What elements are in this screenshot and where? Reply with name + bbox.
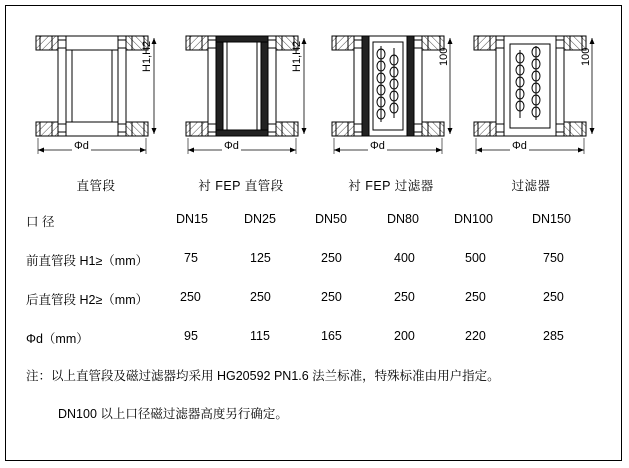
table-cell-0-0: DN15 <box>176 212 208 226</box>
figure-fep-lined-straight-pipe-diameter-label: Φd <box>224 140 239 152</box>
table-cell-1-3: 400 <box>394 251 415 265</box>
table-row-label-3: Φd（mm） <box>26 332 89 346</box>
table-cell-0-2: DN50 <box>315 212 347 226</box>
table-cell-1-4: 500 <box>465 251 486 265</box>
caption-fep-lined-filter: 衬 FEP 过滤器 <box>348 179 434 193</box>
table-cell-1-1: 125 <box>250 251 271 265</box>
table-cell-2-1: 250 <box>250 290 271 304</box>
table-cell-0-3: DN80 <box>387 212 419 226</box>
table-cell-3-4: 220 <box>465 329 486 343</box>
table-cell-1-5: 750 <box>543 251 564 265</box>
figure-fep-lined-straight-pipe-height-label: H1,H2 <box>291 40 303 72</box>
figure-fep-lined-filter-height-label: 100 <box>438 47 450 66</box>
table-row-label-0: 口 径 <box>26 215 55 229</box>
table-cell-3-1: 115 <box>250 329 270 343</box>
figure-fep-lined-straight-pipe <box>178 14 314 154</box>
diagram-frame <box>5 5 622 461</box>
figure-fep-lined-filter <box>324 14 460 154</box>
table-cell-2-0: 250 <box>180 290 201 304</box>
figure-filter-height-label: 100 <box>580 47 592 66</box>
note-line-1: 注：以上直管段及磁过滤器均采用 HG20592 PN1.6 法兰标准，特殊标准由用户指定。 <box>26 369 500 383</box>
caption-fep-lined-straight-pipe: 衬 FEP 直管段 <box>198 179 284 193</box>
note-line-2: DN100 以上口径磁过滤器高度另行确定。 <box>58 407 288 421</box>
table-cell-3-5: 285 <box>543 329 564 343</box>
caption-filter: 过滤器 <box>511 179 551 193</box>
table-cell-0-1: DN25 <box>244 212 276 226</box>
figure-straight-pipe <box>28 14 164 154</box>
figure-filter-diameter-label: Φd <box>512 140 527 152</box>
table-cell-3-2: 165 <box>321 329 342 343</box>
table-cell-0-5: DN150 <box>532 212 571 226</box>
figure-straight-pipe-diameter-label: Φd <box>74 140 89 152</box>
caption-straight-pipe: 直管段 <box>76 179 116 193</box>
table-row-label-1: 前直管段 H1≥（mm） <box>26 254 149 268</box>
table-cell-1-2: 250 <box>321 251 342 265</box>
table-cell-0-4: DN100 <box>454 212 493 226</box>
table-cell-2-4: 250 <box>465 290 486 304</box>
table-cell-3-0: 95 <box>184 329 198 343</box>
table-row-label-2: 后直管段 H2≥（mm） <box>26 293 149 307</box>
table-cell-2-5: 250 <box>543 290 564 304</box>
table-cell-1-0: 75 <box>184 251 198 265</box>
table-cell-2-2: 250 <box>321 290 342 304</box>
figure-row <box>6 14 623 193</box>
figure-straight-pipe-height-label: H1,H2 <box>141 40 153 72</box>
table-cell-2-3: 250 <box>394 290 415 304</box>
table-cell-3-3: 200 <box>394 329 415 343</box>
figure-filter <box>466 14 602 154</box>
figure-fep-lined-filter-diameter-label: Φd <box>370 140 385 152</box>
